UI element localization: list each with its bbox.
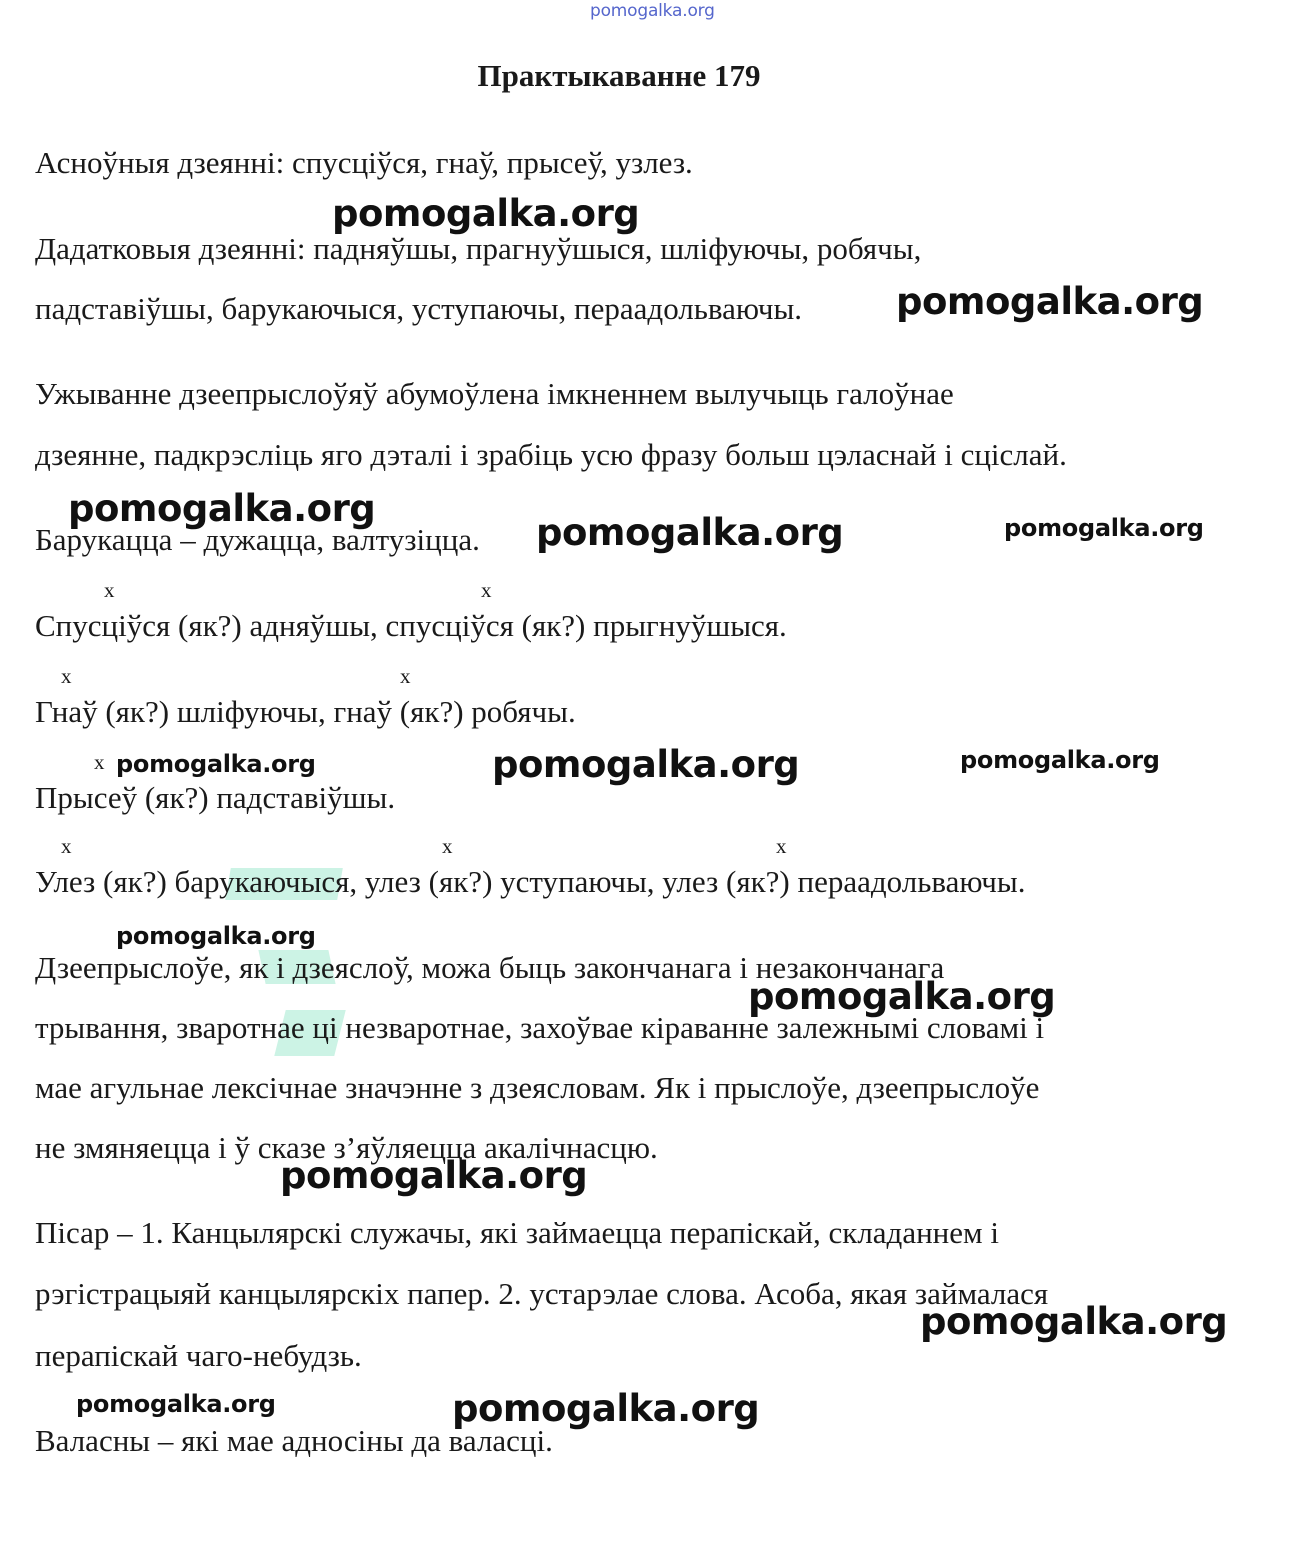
watermark: pomogalka.org — [920, 1300, 1228, 1343]
x-mark: x — [61, 664, 72, 688]
watermark: pomogalka.org — [68, 487, 376, 530]
watermark: pomogalka.org — [280, 1154, 588, 1197]
watermark: pomogalka.org — [76, 1390, 276, 1418]
ulez-line: Улез (як?) барукаючыся, улез (як?) уступаючы, улез (як?) пераадольваючы. — [35, 864, 1026, 899]
x-mark: x — [481, 578, 492, 602]
watermark: pomogalka.org — [748, 975, 1056, 1018]
watermark: pomogalka.org — [452, 1387, 760, 1430]
gnau-line: Гнаў (як?) шліфуючы, гнаў (як?) робячы. — [35, 694, 576, 729]
watermark-top: pomogalka.org — [590, 1, 715, 21]
watermark: pomogalka.org — [492, 743, 800, 786]
watermark: pomogalka.org — [1004, 514, 1204, 542]
pryseu-line: Прысеў (як?) падставіўшы. — [35, 780, 396, 815]
spusciusia-line: Спусціўся (як?) адняўшы, спусціўся (як?) прыгнуўшыся. — [35, 608, 787, 643]
watermark: pomogalka.org — [332, 192, 640, 235]
usage-line-1: Ужыванне дзеепрыслоўяў абумоўлена імкненнем вылучыць галоўнае — [35, 376, 954, 411]
pisar-line-1: Пісар – 1. Канцылярскі служачы, які займаецца перапіскай, складаннем і — [35, 1215, 1000, 1250]
valasny-line: Валасны – які мае адносіны да валасці. — [35, 1423, 553, 1458]
pisar-line-2: рэгістрацыяй канцылярскіх папер. 2. устарэлае слова. Асоба, якая займалася — [35, 1276, 1049, 1311]
x-mark: x — [104, 578, 115, 602]
barukacca-line: Барукацца – дужацца, валтузіцца. — [35, 522, 480, 557]
theory-line-3: мае агульнае лексічнае значэнне з дзеясловам. Як і прыслоўе, дзеепрыслоўе — [35, 1070, 1040, 1105]
watermark: pomogalka.org — [960, 746, 1160, 774]
watermark: pomogalka.org — [536, 511, 844, 554]
watermark: pomogalka.org — [896, 280, 1204, 323]
x-mark: x — [400, 664, 411, 688]
x-mark: x — [61, 834, 72, 858]
pisar-line-3: перапіскай чаго-небудзь. — [35, 1338, 362, 1373]
x-mark: x — [776, 834, 787, 858]
watermark: pomogalka.org — [116, 750, 316, 778]
additional-verbs-line-1: Дадатковыя дзеянні: падняўшы, прагнуўшыся, шліфуючы, робячы, — [35, 231, 922, 266]
additional-verbs-line-2: падставіўшы, барукаючыся, уступаючы, пераадольваючы. — [35, 291, 803, 326]
theory-line-4: не змяняецца і ў сказе з’яўляецца акалічнасцю. — [35, 1130, 658, 1165]
theory-line-2: трывання, зваротнае ці незваротнае, захоўвае кіраванне залежнымі словамі і — [35, 1010, 1045, 1045]
x-mark: x — [94, 750, 105, 774]
watermark: pomogalka.org — [116, 922, 316, 950]
usage-line-2: дзеянне, падкрэсліць яго дэталі і зрабіць усю фразу больш цэласнай і сціслай. — [35, 437, 1067, 472]
theory-line-1: Дзеепрыслоўе, як і дзеяслоў, можа быць закончанага і незакончанага — [35, 950, 945, 985]
basic-verbs-line: Асноўныя дзеянні: спусціўся, гнаў, прысеў, узлез. — [35, 145, 693, 180]
page-title: Практыкаванне 179 — [477, 58, 761, 93]
x-mark: x — [442, 834, 453, 858]
